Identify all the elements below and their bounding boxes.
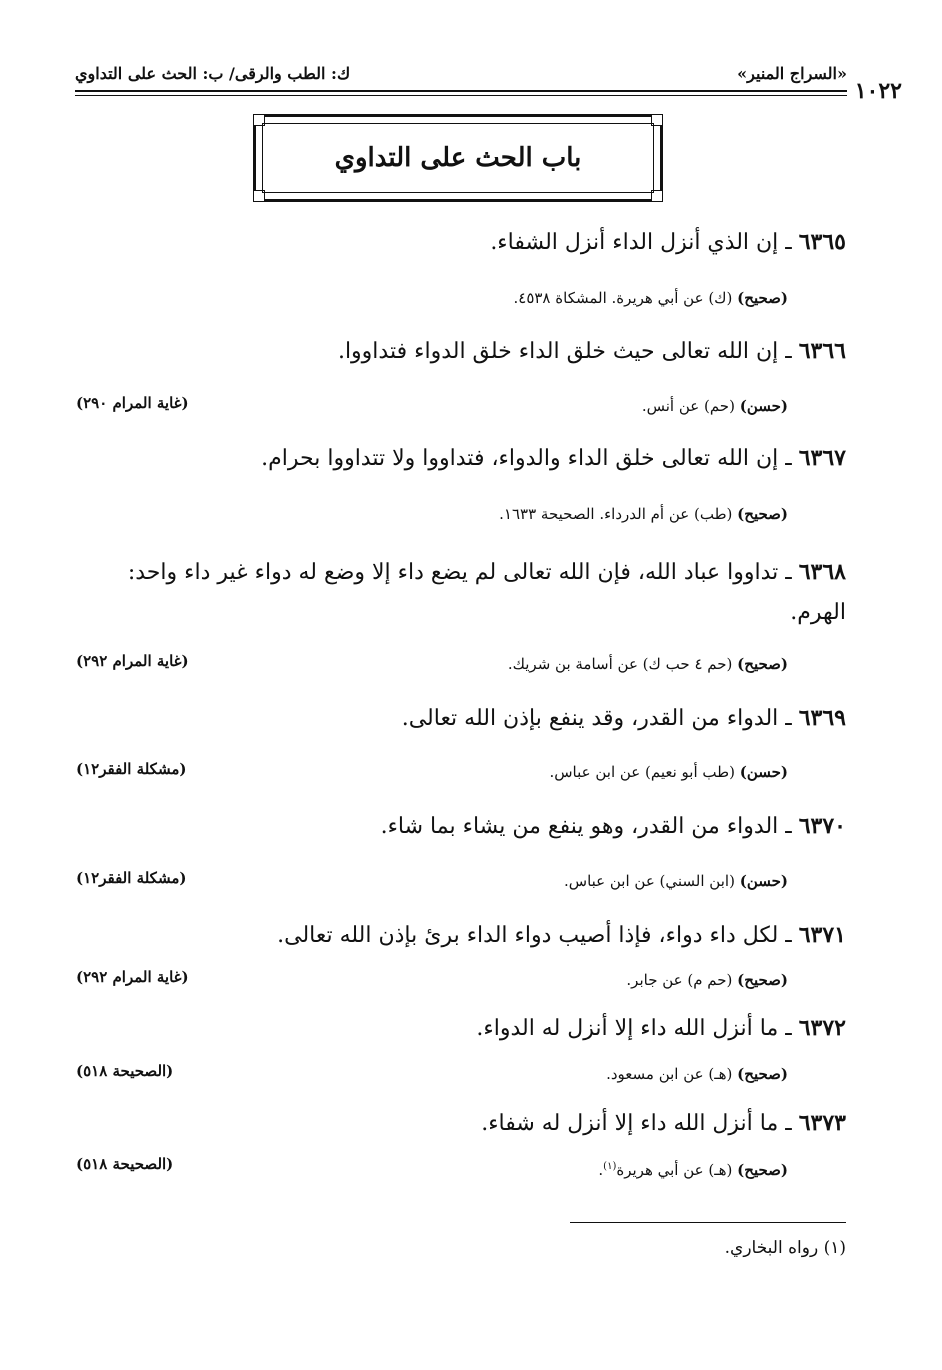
header-rule-thin: [75, 95, 847, 96]
hadith-source: [76, 1155, 788, 1182]
footnote-marker[interactable]: (١): [603, 1161, 617, 1172]
hadith-text: [76, 808, 846, 845]
hadith-number: ٦٣٦٦: [798, 338, 846, 364]
hadith-text: [76, 333, 846, 370]
hadith-dash: ـ: [785, 560, 792, 585]
hadith-number: ٦٣٧٠: [798, 813, 846, 839]
hadith-number: ٦٣٦٥: [798, 229, 846, 255]
hadith-body: تداووا عباد الله، فإن الله تعالى لم يضع داء إلا وضع له دواء غير داء واحد: الهرم.: [127, 560, 846, 625]
running-head: [75, 58, 847, 88]
hadith-reference: (مشكلة الفقر١٢): [76, 760, 187, 778]
hadith-number: ٦٣٧٣: [798, 1110, 846, 1136]
hadith-source-text: (ابن السني) عن ابن عباس.: [563, 872, 735, 890]
hadith-grade: (حسن): [739, 397, 788, 415]
hadith-source-text: (هـ) عن ابن مسعود.: [606, 1065, 733, 1083]
hadith-reference: (الصحيحة ٥١٨): [76, 1155, 174, 1173]
hadith-number: ٦٣٦٧: [798, 445, 846, 471]
hadith-grade: (صحيح): [737, 289, 788, 307]
hadith-source: [76, 1062, 788, 1086]
hadith-body: إن الله تعالى حيث خلق الداء خلق الدواء فتداووا.: [337, 339, 779, 364]
hadith-grade: (حسن): [739, 763, 788, 781]
hadith-number: ٦٣٧١: [798, 922, 846, 948]
hadith-body: إن الذي أنزل الداء أنزل الشفاء.: [490, 230, 779, 255]
hadith-source-text: (ك) عن أبي هريرة. المشكاة ٤٥٣٨.: [513, 289, 733, 307]
hadith-grade: (صحيح): [737, 505, 788, 523]
chapter-title-frame: [253, 114, 663, 202]
hadith-grade: (صحيح): [737, 1161, 788, 1179]
page-number: ١٠٢٢: [854, 78, 902, 104]
hadith-number: ٦٣٦٩: [798, 705, 846, 731]
hadith-source-text: (طب أبو نعيم) عن ابن عباس.: [549, 763, 735, 781]
hadith-reference: (غاية المرام ٢٩٠): [76, 394, 189, 412]
hadith-dash: ـ: [785, 1016, 792, 1041]
hadith-dash: ـ: [785, 1111, 792, 1136]
hadith-grade: (صحيح): [737, 1065, 788, 1083]
hadith-source-text: (حم م) عن جابر.: [626, 971, 733, 989]
hadith-dash: ـ: [785, 923, 792, 948]
hadith-source-text: (حم) عن أنس.: [641, 397, 735, 415]
hadith-reference: (مشكلة الفقر١٢): [76, 869, 187, 887]
hadith-body: الدواء من القدر، وهو ينفع من يشاء بما شاء.: [380, 814, 779, 839]
hadith-dash: ـ: [785, 814, 792, 839]
hadith-source-text: (طب) عن أم الدرداء. الصحيحة ١٦٣٣.: [499, 505, 733, 523]
hadith-body: الدواء من القدر، وقد ينفع بإذن الله تعالى.: [401, 706, 779, 731]
hadith-reference: (الصحيحة ٥١٨): [76, 1062, 174, 1080]
hadith-grade: (صحيح): [737, 655, 788, 673]
footnote-rule: [570, 1222, 846, 1223]
hadith-dash: ـ: [785, 706, 792, 731]
chapter-title: باب الحث على التداوي: [334, 143, 582, 173]
hadith-source: [76, 286, 788, 310]
running-head-chapter: ك: الطب والرقى/ ب: الحث على التداوي: [75, 63, 351, 83]
hadith-body: ما أنزل الله داء إلا أنزل له شفاء.: [481, 1111, 779, 1136]
hadith-source-text: (حم ٤ حب ك) عن أسامة بن شريك.: [507, 655, 733, 673]
hadith-dash: ـ: [785, 230, 792, 255]
hadith-text: [76, 440, 846, 477]
hadith-body: إن الله تعالى خلق الداء والدواء، فتداووا ولا تتداووا بحرام.: [261, 446, 779, 471]
hadith-text: [76, 917, 846, 954]
hadith-dash: ـ: [785, 339, 792, 364]
footnote: (١) رواه البخاري.: [724, 1238, 846, 1258]
hadith-grade: (صحيح): [737, 971, 788, 989]
hadith-source-end: .: [598, 1161, 604, 1179]
hadith-text: [76, 1105, 846, 1142]
hadith-text: [76, 700, 846, 737]
hadith-number: ٦٣٦٨: [798, 559, 846, 585]
chapter-title-inner-frame: [262, 123, 654, 193]
hadith-text: [76, 224, 846, 261]
hadith-text: [76, 552, 846, 633]
hadith-source: [76, 502, 788, 526]
hadith-reference: (غاية المرام ٢٩٢): [76, 652, 189, 670]
hadith-grade: (حسن): [739, 872, 788, 890]
hadith-text: [76, 1010, 846, 1047]
hadith-number: ٦٣٧٢: [798, 1015, 846, 1041]
hadith-dash: ـ: [785, 446, 792, 471]
hadith-reference: (غاية المرام ٢٩٢): [76, 968, 189, 986]
hadith-source-text: (هـ) عن أبي هريرة: [616, 1161, 733, 1179]
running-head-book-title: «السراج المنير»: [737, 63, 847, 83]
hadith-body: ما أنزل الله داء إلا أنزل له الدواء.: [476, 1016, 779, 1041]
hadith-body: لكل داء دواء، فإذا أصيب دواء الداء برئ بإذن الله تعالى.: [277, 923, 779, 948]
header-rule: [75, 90, 847, 92]
